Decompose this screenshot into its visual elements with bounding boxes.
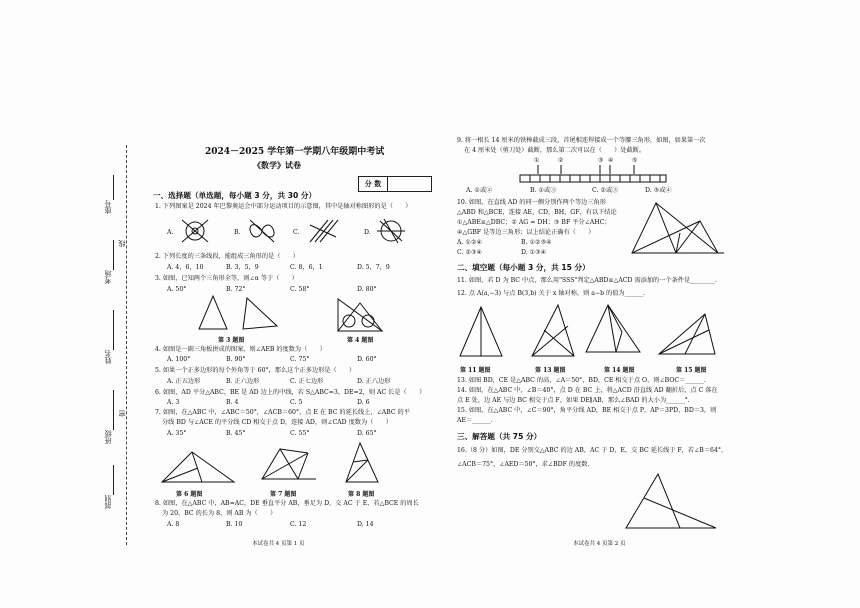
q16-stem: 16.（8 分）如图，DE 分别交△ABC 的边 AB，AC 于 D，E，交 BC 延长线于 F，若∠B＝64°， [457,447,728,454]
q4-figure [330,293,386,335]
q1-icon-d [374,217,408,245]
q6-caption: 第 6 题图 [176,491,203,498]
q4-caption: 第 4 题图 [347,337,374,344]
q9-mark-5: ⑤ [632,157,638,164]
q8-opt-b: B. 10 [226,521,243,528]
q10-figure [628,197,728,259]
q2-opt-b: B. 3，5，9 [226,264,259,271]
q8-opt-a: A. 8 [167,521,180,528]
q6-opt-a: A. 3 [167,399,180,406]
section2-heading: 二、填空题（每小题 3 分，共 15 分） [457,263,590,272]
q3-opt-b: B. 72° [226,286,246,293]
q4-opt-c: C. 75° [290,356,310,363]
q3-opt-d: D. 80° [357,286,377,293]
q7-opt-d: D. 65° [357,430,377,437]
q1-stem: 1. 下列图案是 2024 年巴黎奥运会中部分运动项目的示意图，其中是轴对称图形的是（ ） [155,203,412,210]
q8-stem: 8. 如图，在△ABC 中，AB=AC，DE 垂直平分 AB，垂足为 D，交 AC 于 E，若△BCE 的周长 [155,500,419,507]
name-label: 姓名 [104,350,112,364]
q6-figure [158,448,238,486]
q11-caption: 第 11 题图 [460,367,491,374]
q3-opt-a: A. 50° [167,286,187,293]
exam-subtitle: 《数学》试卷 [253,160,301,170]
q9-opt-b: B. ①或③ [530,187,557,194]
q9-opt-d: D. ③或④ [645,187,672,194]
q4-opt-d: D. 60° [357,356,377,363]
section3-heading: 三、解答题（共 75 分） [457,432,542,441]
q9-opt-a: A. ①或② [466,187,493,194]
q1-opt-c: C. [293,229,300,236]
q2-opt-a: A. 4，6，10 [167,264,204,271]
q10-stem2: △ABD 和△BCE，连接 AE，CD，BH，GF，有以下结论 [457,209,617,216]
q3-opt-c: C. 58° [290,286,310,293]
q15-caption: 第 15 题图 [676,367,707,374]
class-label: 班级 [104,430,112,444]
q9-mark-1: ① [534,157,540,164]
q10-opt-b: B. ①②③④ [521,239,552,246]
q10-opt-d: D. ①③④ [521,249,547,256]
q6-opt-c: C. 5 [290,399,303,406]
line-mark: 线 [118,240,126,247]
seal-mark: 密 [118,410,126,417]
q7-figure [258,443,320,485]
q11-figure [456,304,506,360]
q16-stem2: ∠ACB＝75°，∠AED＝50°，求∠BDF 的度数. [457,461,590,468]
q7-opt-c: C. 55° [290,430,310,437]
q10-opt-a: A. ①②④ [457,239,483,246]
seat-underline [113,175,114,200]
q14-figure [582,302,644,358]
q1-opt-a: A. [167,229,174,236]
q1-icon-a [178,217,212,245]
q5-opt-a: A. 正五边形 [167,378,201,385]
seat-label: 座号 [104,200,112,214]
q6-opt-d: D. 6 [357,399,370,406]
q3-stem: 3. 如图，已知两个三角形全等，则∠α 等于（ ） [155,275,298,282]
exam-room-label: 考场 [104,270,112,284]
section1-heading: 一、选择题（单选题，每小题 3 分，共 30 分） [153,191,317,200]
q14-stem2: 点 E 处，边 AE 与边 BC 相交于点 F，如果 DE∥AB，那么∠BAD 的大小为______°. [457,397,690,404]
q10-stem4: ④△GBF 是等边三角形；以上结论正确有（ ） [457,229,595,236]
q8-opt-c: C. 12 [290,521,307,528]
q5-opt-c: C. 正七边形 [290,378,324,385]
q9-mark-3: ③ [598,157,604,164]
q13-stem: 13. 如图 BD，CE 是△ABC 的高，∠A＝50°，BD，CE 相交于点 O，则∠BOC＝______. [457,377,706,384]
q9-opt-c: C. ②或③ [592,187,619,194]
q10-opt-c: C. ②③④ [457,249,483,256]
score-label: 分 数 [359,177,388,191]
q3-figure [195,293,285,333]
q9-mark-4: ④ [608,157,614,164]
q2-stem: 2. 下列长度的三条线段，能组成三角形的是（ ） [155,253,299,260]
q13-figure [528,302,578,360]
q6-stem: 6. 如图，AD 平分△ABC，BE 是 AD 边上的中线，若 S△ABC=3，DE=2，则 AC 长是（ ） [155,389,426,396]
q7-opt-a: A. 35° [167,430,187,437]
seal-line [126,145,127,545]
name-underline [113,310,114,350]
class-underline [113,390,114,430]
q9-iron-rod [518,165,668,185]
q5-stem: 5. 如果一个正多边形的每个外角等于 60°，那么这个正多边形是（ ） [155,367,356,374]
q7-stem: 7. 如图，在△ABC 中，∠ABC＝50°，∠ACB＝60°，点 E 在 BC 的延长线上，∠ABC 的平 [155,409,410,416]
q1-opt-b: B. [234,229,241,236]
q5-opt-d: D. 正八边形 [357,378,391,385]
q11-stem: 11. 如图，若 D 为 BC 中点，那么用"SSS"判定△ABD≌△ACD 需添加的一个条件是________. [457,277,717,284]
q16-figure [622,470,722,532]
q15-stem2: AE＝______. [457,417,493,424]
dept-label: 部别 [104,495,112,509]
room-underline [113,240,114,270]
q4-opt-b: B. 90° [226,356,246,363]
dept-underline [113,465,114,495]
q1-icon-b [245,217,279,245]
q8-stem2: 为 20，BC 的长为 8，则 AB 为（ ） [162,510,277,517]
q7-opt-b: B. 45° [226,430,246,437]
q10-stem: 10. 如图，在直线 AD 的同一侧分别作两个等边三角形 [457,199,606,206]
q6-opt-b: B. 4 [226,399,239,406]
q4-stem: 4. 如图是一副三角板拼成的图案，则∠AEB 的度数为（ ） [155,346,326,353]
footer-page1: 本试卷共 4 页第 1 页 [252,541,305,547]
binding-strip [85,145,125,545]
q7-stem2: 分线 BD 与∠ACE 的平分线 CD 相交于点 D，连接 AD，则∠CAD 度数为（ ） [162,419,392,426]
footer-page2: 本试卷共 4 页第 2 页 [573,541,626,547]
q2-opt-c: C. 8，6，1 [290,264,323,271]
q15-figure [655,310,725,358]
q9-mark-2: ② [558,157,564,164]
q8-caption: 第 8 题图 [348,491,375,498]
q8-figure [342,440,382,486]
q9-stem2: 在 4 厘米处（剪刀处）截断，那么第二次可以在（ ）处截断。 [464,147,646,154]
q14-caption: 第 14 题图 [604,367,635,374]
q9-stem: 9. 将一根长 14 厘米的铁棒截成三段，首尾相连焊接成一个等腰三角形，如图，如果第一次 [457,137,706,144]
exam-title: 2024－2025 学年第一学期八年级期中考试 [205,147,385,157]
q15-stem: 15. 如图，在△ABC 中，∠C＝90°，角平分线 AD，BE 相交于点 P，AP＝3PD，BD＝3，则 [457,407,717,414]
q4-opt-a: A. 100° [167,356,191,363]
q7-caption: 第 7 题图 [270,491,297,498]
q3-caption: 第 3 题图 [218,337,245,344]
q8-opt-d: D. 14 [357,521,374,528]
q14-stem: 14. 如图，在△ABC 中，∠B＝40°，点 D 在 BC 上，将△ACD 沿直线 AD 翻折后，点 C 落在 [457,387,718,394]
q10-stem3: ①△ABE≌△DBC；② AG = DH；③ BF 平分∠AHC； [457,219,611,226]
q2-opt-d: D. 5，7，9 [357,264,390,271]
q12-stem: 12. 点 A(a,−3) 与点 B(3,b) 关于 x 轴对称，则 a−b 的值为______. [457,290,646,297]
q5-opt-b: B. 正六边形 [226,378,260,385]
q13-caption: 第 13 题图 [535,367,566,374]
q1-icon-c [306,217,340,245]
score-box [358,176,432,192]
q1-opt-d: D. [364,229,371,236]
